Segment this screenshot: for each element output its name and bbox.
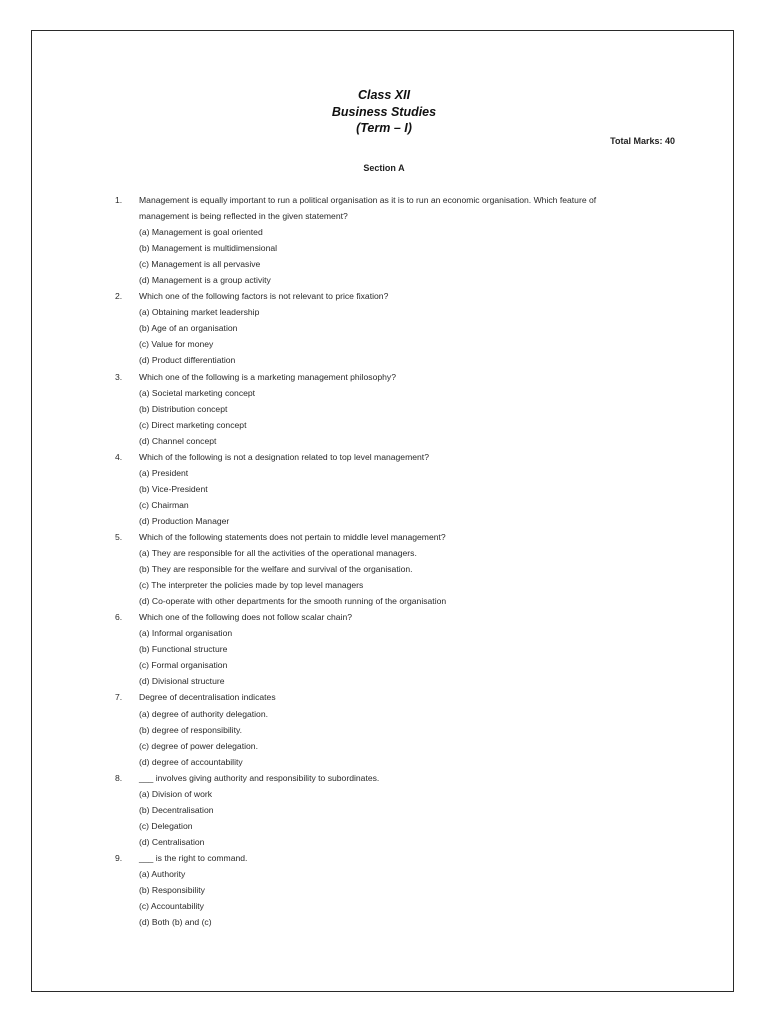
option-line	[0, 866, 768, 882]
option-line	[0, 336, 768, 352]
class-title: Class XII	[357, 88, 411, 102]
option-line	[0, 304, 768, 320]
option-line	[0, 898, 768, 914]
answer-option: (a) Management is goal oriented	[139, 227, 263, 238]
answer-option: (c) Value for money	[139, 339, 214, 350]
document-header	[0, 87, 768, 137]
option-line	[0, 593, 768, 609]
answer-option: (d) Product differentiation	[139, 355, 236, 366]
option-line	[0, 577, 768, 593]
option-line	[0, 481, 768, 497]
question-line	[0, 529, 768, 545]
answer-option: (c) Chairman	[139, 499, 189, 510]
answer-option: (d) Management is a group activity	[139, 275, 271, 286]
option-line	[0, 722, 768, 738]
question-item	[0, 369, 768, 449]
answer-option: (b) Distribution concept	[139, 403, 228, 414]
answer-option: (c) Formal organisation	[139, 660, 228, 671]
answer-option: (b) They are responsible for the welfare and survival of the organisation.	[139, 564, 413, 575]
option-line	[0, 433, 768, 449]
question-line	[0, 449, 768, 465]
option-line	[0, 706, 768, 722]
question-item	[0, 609, 768, 689]
term-title: (Term – I)	[356, 121, 412, 135]
question-line	[0, 192, 768, 208]
answer-option: (b) Age of an organisation	[139, 323, 238, 334]
question-line	[0, 288, 768, 304]
question-item	[0, 288, 768, 368]
option-line	[0, 513, 768, 529]
option-line	[0, 401, 768, 417]
question-item	[0, 449, 768, 529]
option-line	[0, 272, 768, 288]
option-line	[0, 802, 768, 818]
option-line	[0, 818, 768, 834]
answer-option: (a) Authority	[139, 868, 186, 879]
answer-option: (c) The interpreter the policies made by top level managers	[139, 580, 364, 591]
option-line	[0, 465, 768, 481]
answer-option: (d) Both (b) and (c)	[139, 917, 212, 928]
question-text: Which of the following is not a designation related to top level management?	[139, 451, 429, 462]
option-line	[0, 673, 768, 689]
option-line	[0, 352, 768, 368]
question-item	[0, 770, 768, 850]
answer-option: (c) Accountability	[139, 901, 204, 912]
option-line	[0, 657, 768, 673]
answer-option: (b) Management is multidimensional	[139, 243, 278, 254]
answer-option: (c) Direct marketing concept	[139, 419, 247, 430]
question-line	[0, 369, 768, 385]
question-text: management is being reflected in the given statement?	[139, 211, 348, 222]
answer-option: (b) Functional structure	[139, 644, 228, 655]
answer-option: (a) Division of work	[139, 788, 213, 799]
option-line	[0, 882, 768, 898]
question-line	[0, 609, 768, 625]
option-line	[0, 224, 768, 240]
answer-option: (c) Delegation	[139, 820, 193, 831]
question-item	[0, 689, 768, 769]
question-line	[0, 850, 768, 866]
option-line	[0, 240, 768, 256]
answer-option: (d) degree of accountability	[139, 756, 243, 767]
question-line	[0, 770, 768, 786]
question-number: 3.	[115, 371, 123, 382]
total-marks: Total Marks: 40	[610, 136, 675, 146]
option-line	[0, 625, 768, 641]
question-text: Which one of the following factors is not relevant to price fixation?	[139, 291, 389, 302]
option-line	[0, 256, 768, 272]
answer-option: (a) President	[139, 467, 189, 478]
answer-option: (d) Co-operate with other departments for the smooth running of the organisation	[139, 596, 447, 607]
answer-option: (b) Responsibility	[139, 885, 205, 896]
question-item	[0, 529, 768, 609]
question-line	[0, 208, 768, 224]
question-number: 5.	[115, 531, 123, 542]
answer-option: (a) Societal marketing concept	[139, 387, 256, 398]
answer-option: (a) They are responsible for all the activities of the operational managers.	[139, 548, 417, 559]
question-number: 1.	[115, 195, 123, 205]
question-text: Which one of the following is a marketing management philosophy?	[139, 371, 397, 382]
subject-title: Business Studies	[331, 104, 437, 119]
option-line	[0, 834, 768, 850]
option-line	[0, 754, 768, 770]
question-text: ___ involves giving authority and responsibility to subordinates.	[139, 772, 380, 783]
option-line	[0, 320, 768, 336]
answer-option: (d) Divisional structure	[139, 676, 225, 687]
question-number: 9.	[115, 852, 123, 863]
question-number: 7.	[115, 692, 123, 703]
answer-option: (a) Informal organisation	[139, 628, 233, 639]
question-list	[0, 192, 768, 930]
question-text: Degree of decentralisation indicates	[139, 692, 276, 703]
option-line	[0, 545, 768, 561]
question-number: 6.	[115, 612, 123, 623]
question-item	[0, 850, 768, 930]
option-line	[0, 417, 768, 433]
answer-option: (b) Decentralisation	[139, 804, 214, 815]
answer-option: (b) degree of responsibility.	[139, 724, 243, 735]
answer-option: (b) Vice-President	[139, 483, 208, 494]
answer-option: (a) degree of authority delegation.	[139, 708, 268, 719]
question-text: Which of the following statements does not pertain to middle level management?	[139, 531, 446, 542]
option-line	[0, 385, 768, 401]
question-number: 2.	[115, 291, 123, 302]
option-line	[0, 497, 768, 513]
option-line	[0, 786, 768, 802]
question-text: Management is equally important to run a political organisation as it is to run an economic organisation. Which feature of	[139, 195, 597, 205]
answer-option: (c) Management is all pervasive	[139, 259, 261, 270]
answer-option: (c) degree of power delegation.	[139, 740, 258, 751]
answer-option: (a) Obtaining market leadership	[139, 307, 260, 318]
question-number: 8.	[115, 772, 123, 783]
option-line	[0, 738, 768, 754]
option-line	[0, 914, 768, 930]
question-number: 4.	[115, 451, 123, 462]
question-line	[0, 689, 768, 705]
question-text: ___ is the right to command.	[139, 852, 248, 863]
answer-option: (d) Channel concept	[139, 435, 217, 446]
option-line	[0, 561, 768, 577]
question-item	[0, 192, 768, 288]
section-heading: Section A	[363, 163, 405, 173]
answer-option: (d) Centralisation	[139, 836, 205, 847]
answer-option: (d) Production Manager	[139, 515, 230, 526]
question-text: Which one of the following does not follow scalar chain?	[139, 612, 353, 623]
option-line	[0, 641, 768, 657]
